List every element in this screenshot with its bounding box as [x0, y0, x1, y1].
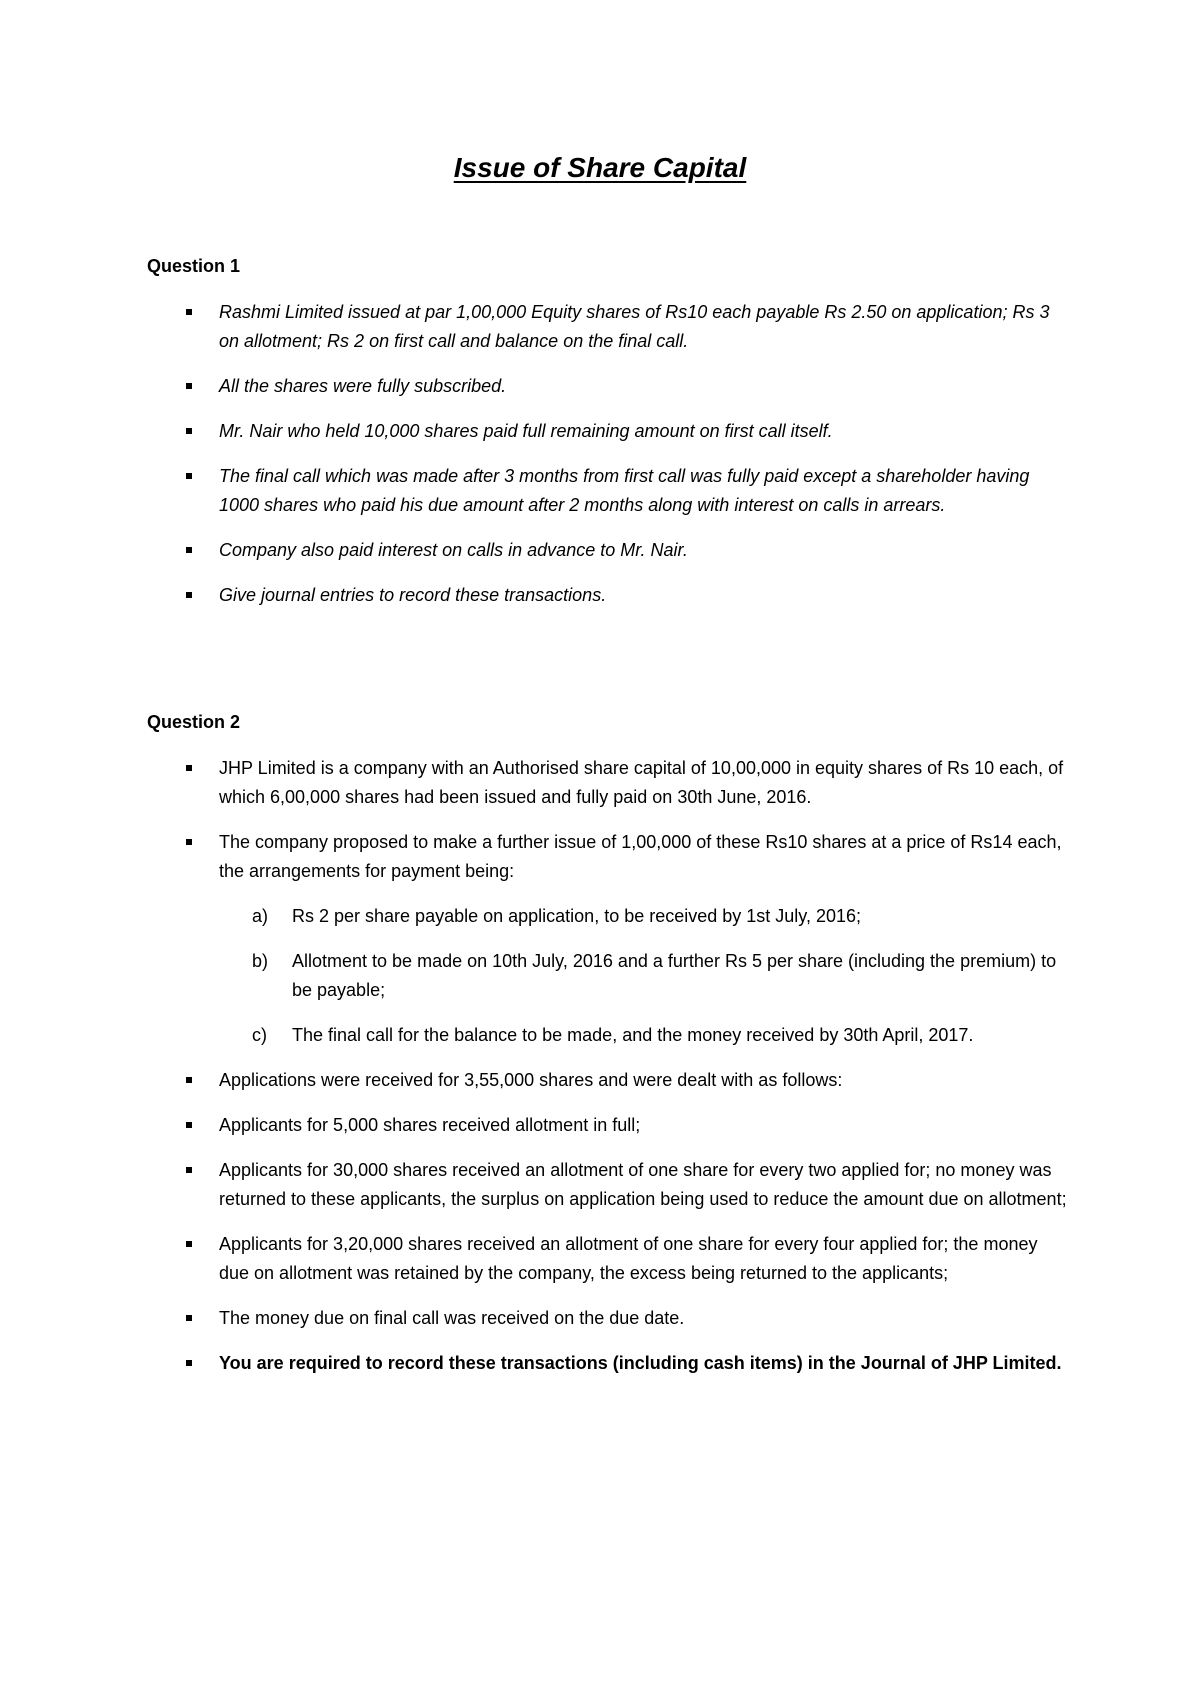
list-item-text: You are required to record these transactions (including cash items) in the Journal of JHP Limited. [219, 1353, 1062, 1373]
list-item [147, 1349, 1067, 1378]
list-item-text: The company proposed to make a further issue of 1,00,000 of these Rs10 shares at a price of Rs14 each, the arrangements for payment being: [219, 832, 1062, 881]
sub-list-marker: c) [252, 1025, 267, 1045]
list-item-text: Give journal entries to record these transactions. [219, 585, 607, 605]
square-bullet-icon [186, 1360, 192, 1366]
question-1-list [147, 298, 1067, 626]
square-bullet-icon [186, 592, 192, 598]
list-item-text: Mr. Nair who held 10,000 shares paid full remaining amount on first call itself. [219, 421, 833, 441]
list-item [147, 536, 1067, 565]
list-item-text: Rashmi Limited issued at par 1,00,000 Equity shares of Rs10 each payable Rs 2.50 on application; Rs 3 on allotment; Rs 2 on first call and balance on the final call. [219, 302, 1050, 351]
list-item [147, 298, 1067, 356]
square-bullet-icon [186, 1167, 192, 1173]
square-bullet-icon [186, 839, 192, 845]
square-bullet-icon [186, 428, 192, 434]
payment-arrangements-list [219, 902, 1067, 1050]
document-title: Issue of Share Capital [453, 152, 747, 183]
list-item-text: Applicants for 3,20,000 shares received an allotment of one share for every four applied for; the money due on allotment was retained by the company, the excess being returned to the applicants; [219, 1234, 1038, 1283]
square-bullet-icon [186, 765, 192, 771]
list-item [147, 1111, 1067, 1140]
list-item [147, 372, 1067, 401]
list-item [147, 417, 1067, 446]
question-2-list [147, 754, 1067, 1394]
list-item-text: JHP Limited is a company with an Authorised share capital of 10,00,000 in equity shares of Rs 10 each, of which 6,00,000 shares had been issued and fully paid on 30th June, 2016. [219, 758, 1064, 807]
question-2-heading: Question 2 [147, 712, 241, 732]
list-item-text: Applicants for 30,000 shares received an allotment of one share for every two applied for; no money was returned to these applicants, the surplus on application being used to reduce the amount due on allotment; [219, 1160, 1067, 1209]
list-item [147, 754, 1067, 812]
square-bullet-icon [186, 473, 192, 479]
list-item [147, 828, 1067, 1050]
list-item-text: Applications were received for 3,55,000 shares and were dealt with as follows: [219, 1070, 843, 1090]
list-item [147, 1304, 1067, 1333]
sub-list-text: Rs 2 per share payable on application, to be received by 1st July, 2016; [292, 906, 862, 926]
sub-list-item [219, 902, 1067, 931]
list-item [147, 1156, 1067, 1214]
square-bullet-icon [186, 1077, 192, 1083]
question-1-heading: Question 1 [147, 256, 241, 276]
sub-list-marker: a) [252, 906, 269, 926]
list-item-text: Company also paid interest on calls in advance to Mr. Nair. [219, 540, 688, 560]
sub-list-marker: b) [252, 951, 269, 971]
sub-list-text: Allotment to be made on 10th July, 2016 and a further Rs 5 per share (including the premium) to be payable; [292, 951, 1057, 1000]
list-item-text: The final call which was made after 3 months from first call was fully paid except a shareholder having 1000 shares who paid his due amount after 2 months along with interest on calls in arrears. [219, 466, 1030, 515]
list-item [147, 1066, 1067, 1095]
square-bullet-icon [186, 309, 192, 315]
list-item [147, 462, 1067, 520]
list-item-text: Applicants for 5,000 shares received allotment in full; [219, 1115, 641, 1135]
square-bullet-icon [186, 383, 192, 389]
sub-list-text: The final call for the balance to be made, and the money received by 30th April, 2017. [292, 1025, 974, 1045]
square-bullet-icon [186, 547, 192, 553]
list-item-text: All the shares were fully subscribed. [219, 376, 507, 396]
square-bullet-icon [186, 1122, 192, 1128]
square-bullet-icon [186, 1315, 192, 1321]
sub-list-item [219, 947, 1067, 1005]
sub-list-item [219, 1021, 1067, 1050]
list-item-text: The money due on final call was received on the due date. [219, 1308, 685, 1328]
square-bullet-icon [186, 1241, 192, 1247]
list-item [147, 1230, 1067, 1288]
list-item [147, 581, 1067, 610]
